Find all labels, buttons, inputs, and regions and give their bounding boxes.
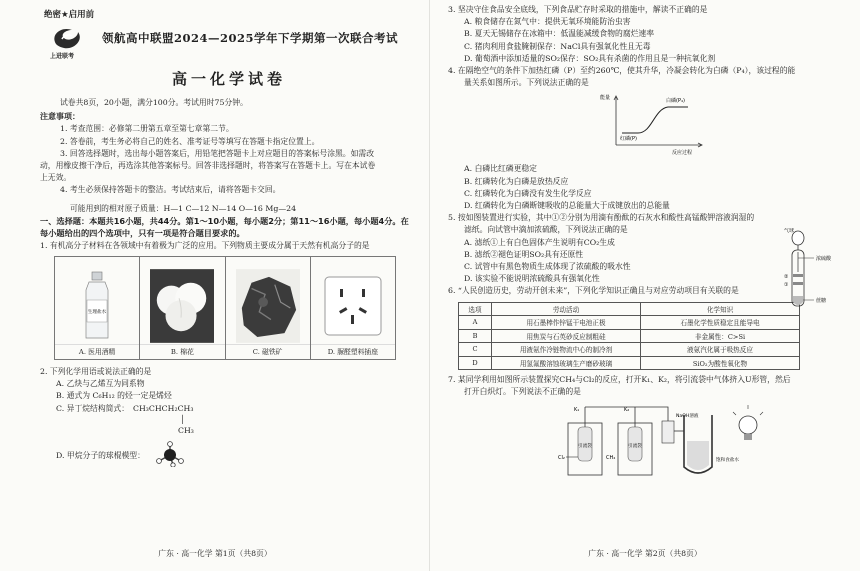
q7-naoh-label: NaOH溶液: [676, 413, 699, 419]
table-row: [459, 356, 800, 370]
note-item: 2. 答卷前，考生务必将自己的姓名、准考证号等填写在答题卡指定位置上。: [60, 136, 320, 146]
note-item: 1. 考查范围：必修第二册第五章至第七章第二节。: [60, 124, 234, 134]
cotton-image: [150, 268, 214, 344]
q3-option-a: A. 粮食储存在氮气中：提供无氧环境能防治虫害: [464, 17, 631, 27]
q3-stem: 3. 坚决守住食品安全底线，下列食品贮存时采取的措施中，解读不正确的是: [448, 5, 708, 14]
paper-title: 高一化学试卷: [171, 70, 286, 88]
info-line: 试卷共8页，20小题，满分100分。考试用时75分钟。: [60, 98, 248, 107]
table-cell: A: [459, 316, 492, 330]
page-2-footer: 广东 · 高一化学 第2页（共8页）: [588, 549, 702, 558]
table-cell: D: [459, 356, 492, 370]
table-cell: SiO₂为酸性氧化物: [641, 356, 800, 370]
q2-branch: │: [180, 414, 185, 424]
atomic-masses: 可能用到的相对原子质量：H—1 C—12 N—14 O—16 Mg—24: [70, 203, 297, 213]
page-2: [430, 0, 860, 571]
methane-model-icon: [153, 441, 187, 471]
section-1-line-2: 每小题给出的四个选项中，只有一项是符合题目要求的。: [40, 228, 245, 239]
section-1-line-1: 一、选择题：本题共16小题，共44分。第1～10小题，每小题2分；第11～16小题，每小题4分。在: [40, 215, 409, 226]
q5-acid-label: 浓硫酸: [816, 256, 832, 262]
q6-table: [458, 302, 800, 371]
q2-option-c-sub: CH₃: [178, 425, 194, 435]
q6-stem: 6. “人民创造历史，劳动开创未来”，下列化学知识正确且与对应劳动项目有关联的是: [448, 286, 739, 296]
q4-top-label: 白磷(P₄): [666, 98, 685, 105]
q1-stem: 1. 有机高分子材料在各领域中有着极为广泛的应用。下列物质主要成分属于天然有机高分子的是: [40, 240, 370, 250]
q1-option-b: [140, 257, 225, 359]
q7-stem-2: 打开白炽灯。下列说法不正确的是: [464, 387, 581, 397]
q2-option-c-label: C. 异丁烷结构简式：: [56, 403, 130, 413]
q1-caption-d: D. 脲醛塑料插座: [311, 344, 395, 359]
q1-option-c: [226, 257, 311, 359]
table-cell: C: [459, 343, 492, 357]
socket-image: [321, 268, 385, 344]
q4-option-d: D. 红磷转化为白磷断键吸收的总能量大于成键放出的总能量: [464, 201, 670, 211]
table-cell: 液氨汽化属于吸热反应: [641, 343, 800, 357]
q1-option-d: [311, 257, 395, 359]
q2-option-c-formula: CH₃CHCH₂CH₃: [133, 403, 194, 413]
table-header: 劳动活动: [492, 302, 641, 316]
q7-k1-label: K₁: [574, 406, 580, 413]
q2-option-b: B. 通式为 C₆H₁₂ 的烃一定是烯烃: [56, 391, 172, 401]
note-item: 3. 回答选择题时，选出每小题答案后，用铅笔把答题卡上对应题目的答案标号涂黑。如需改: [60, 148, 374, 158]
q4-option-a: A. 白磷比红磷更稳定: [464, 164, 537, 174]
table-cell: 用石墨棒作锌锰干电池正极: [492, 316, 641, 330]
note-item: 上无效。: [40, 173, 72, 183]
q5-apparatus: [784, 228, 848, 316]
q4-energy-diagram: [598, 91, 840, 161]
table-header: 化学知识: [641, 302, 800, 316]
q1-caption-b: B. 棉花: [140, 344, 224, 359]
q4-x-label: 反应过程: [672, 150, 693, 157]
table-header-row: [459, 302, 800, 316]
q7-brine-label: 饱和食盐水: [716, 457, 739, 463]
bottle-label: 生理盐水: [87, 310, 107, 316]
q2-option-c: [40, 403, 418, 415]
q4-stem-2: 量关系如图所示。下列说法正确的是: [464, 78, 589, 88]
table-cell: 非金属性：C>Si: [641, 329, 800, 343]
q7-ch4-label: CH₄: [606, 454, 616, 461]
q2-option-a: A. 乙炔与乙烯互为同系物: [56, 379, 145, 389]
q7-apparatus: [558, 401, 840, 485]
table-cell: 用氢氟酸溶蚀玻璃生产磨砂玻璃: [492, 356, 641, 370]
note-item: 动，用橡皮擦干净后，再选涂其他答案标号。回答非选择题时，将答案写在答题卡上。写在本试卷: [40, 161, 376, 171]
q4-stem-1: 4. 在隔绝空气的条件下加热红磷（P）至约260℃，使其升华，冷凝会转化为白磷（P₄），该过程的能: [448, 66, 796, 76]
table-cell: 用焦炭与石英砂反应制粗硅: [492, 329, 641, 343]
q2-option-d-label: D. 甲烷分子的球棍模型：: [56, 451, 145, 461]
q4-option-b: B. 红磷转化为白磷是放热反应: [464, 176, 569, 186]
q7-cl2-label: Cl₂: [558, 454, 565, 461]
table-header: 选项: [459, 302, 492, 316]
q3-option-c: C. 猪肉利用食盐腌制保存：NaCl具有强氧化性且无毒: [464, 41, 651, 51]
bottle-image: [65, 268, 129, 344]
q1-image-row: [54, 256, 396, 360]
secret-label: 绝密★启用前: [44, 10, 95, 20]
q2-option-d: [40, 441, 418, 471]
q3-option-d: D. 葡萄酒中添加适量的SO₂保存：SO₂具有杀菌的作用且是一种抗氧化剂: [464, 53, 716, 63]
logo-text: 上进联考: [49, 53, 74, 60]
q4-option-c: C. 红磷转化为白磷没有发生化学反应: [464, 188, 592, 198]
q1-caption-c: C. 磁铁矿: [226, 344, 310, 359]
q7-k2-label: K₂: [624, 406, 630, 413]
table-row: [459, 329, 800, 343]
note-item: 4. 考生必须保持答题卡的整洁。考试结束后，请将答题卡交回。: [60, 185, 281, 195]
table-row: [459, 316, 800, 330]
q1-caption-a: A. 医用酒精: [55, 344, 139, 359]
q5-paper-2-label: ②: [784, 274, 789, 280]
q5-stem-2: 滤纸。向试管中滴加浓硫酸，下列说法正确的是: [464, 225, 628, 235]
q5-option-b: B. 滤纸②褪色证明SO₂具有还原性: [464, 249, 584, 259]
exam-title: 领航高中联盟2024—2025学年下学期第一次联合考试: [102, 31, 399, 45]
q4-y-label: 能量: [600, 95, 611, 102]
q5-balloon-label: 气球: [784, 228, 795, 234]
magnetite-image: [236, 268, 300, 344]
table-cell: 用液氨作冷链物流中心的制冷剂: [492, 343, 641, 357]
notes-heading: 注意事项：: [40, 112, 80, 122]
q7-bag-1-label: 引流袋: [578, 443, 592, 449]
q7-bag-2-label: 引流袋: [628, 443, 642, 449]
q3-option-b: B. 夏天无锡储存在冰箱中：低温能减缓食物的腐烂速率: [464, 29, 655, 39]
table-row: [459, 343, 800, 357]
table-cell: 石墨化学性质稳定且能导电: [641, 316, 800, 330]
q5-option-c: C. 试管中有黑色物质生成体现了浓硫酸的吸水性: [464, 262, 631, 272]
q5-option-d: D. 该实验不能说明浓硫酸具有强氧化性: [464, 274, 600, 284]
q7-stem-1: 7. 某同学利用如图所示装置探究CH₄与Cl₂的反应，打开K₁、K₂，将引流袋中气体挤入U形管，然后: [448, 375, 791, 385]
q1-option-a: [55, 257, 140, 359]
q5-sucrose-label: 蔗糖: [816, 298, 827, 304]
q2-stem: 2. 下列化学用语或说法正确的是: [40, 367, 152, 377]
q4-bottom-label: 红磷(P): [620, 136, 637, 143]
table-cell: B: [459, 329, 492, 343]
q5-paper-1-label: ①: [784, 282, 789, 288]
q5-option-a: A. 滤纸①上有白色固体产生说明有CO₂生成: [464, 237, 615, 247]
exam-header: [40, 24, 418, 60]
q5-stem-1: 5. 按如图装置进行实验，其中①②分别为用滴有酚酞的石灰水和酸性高锰酸钾溶液润湿的: [448, 213, 755, 223]
page-1-footer: 广东 · 高一化学 第1页（共8页）: [158, 549, 272, 558]
